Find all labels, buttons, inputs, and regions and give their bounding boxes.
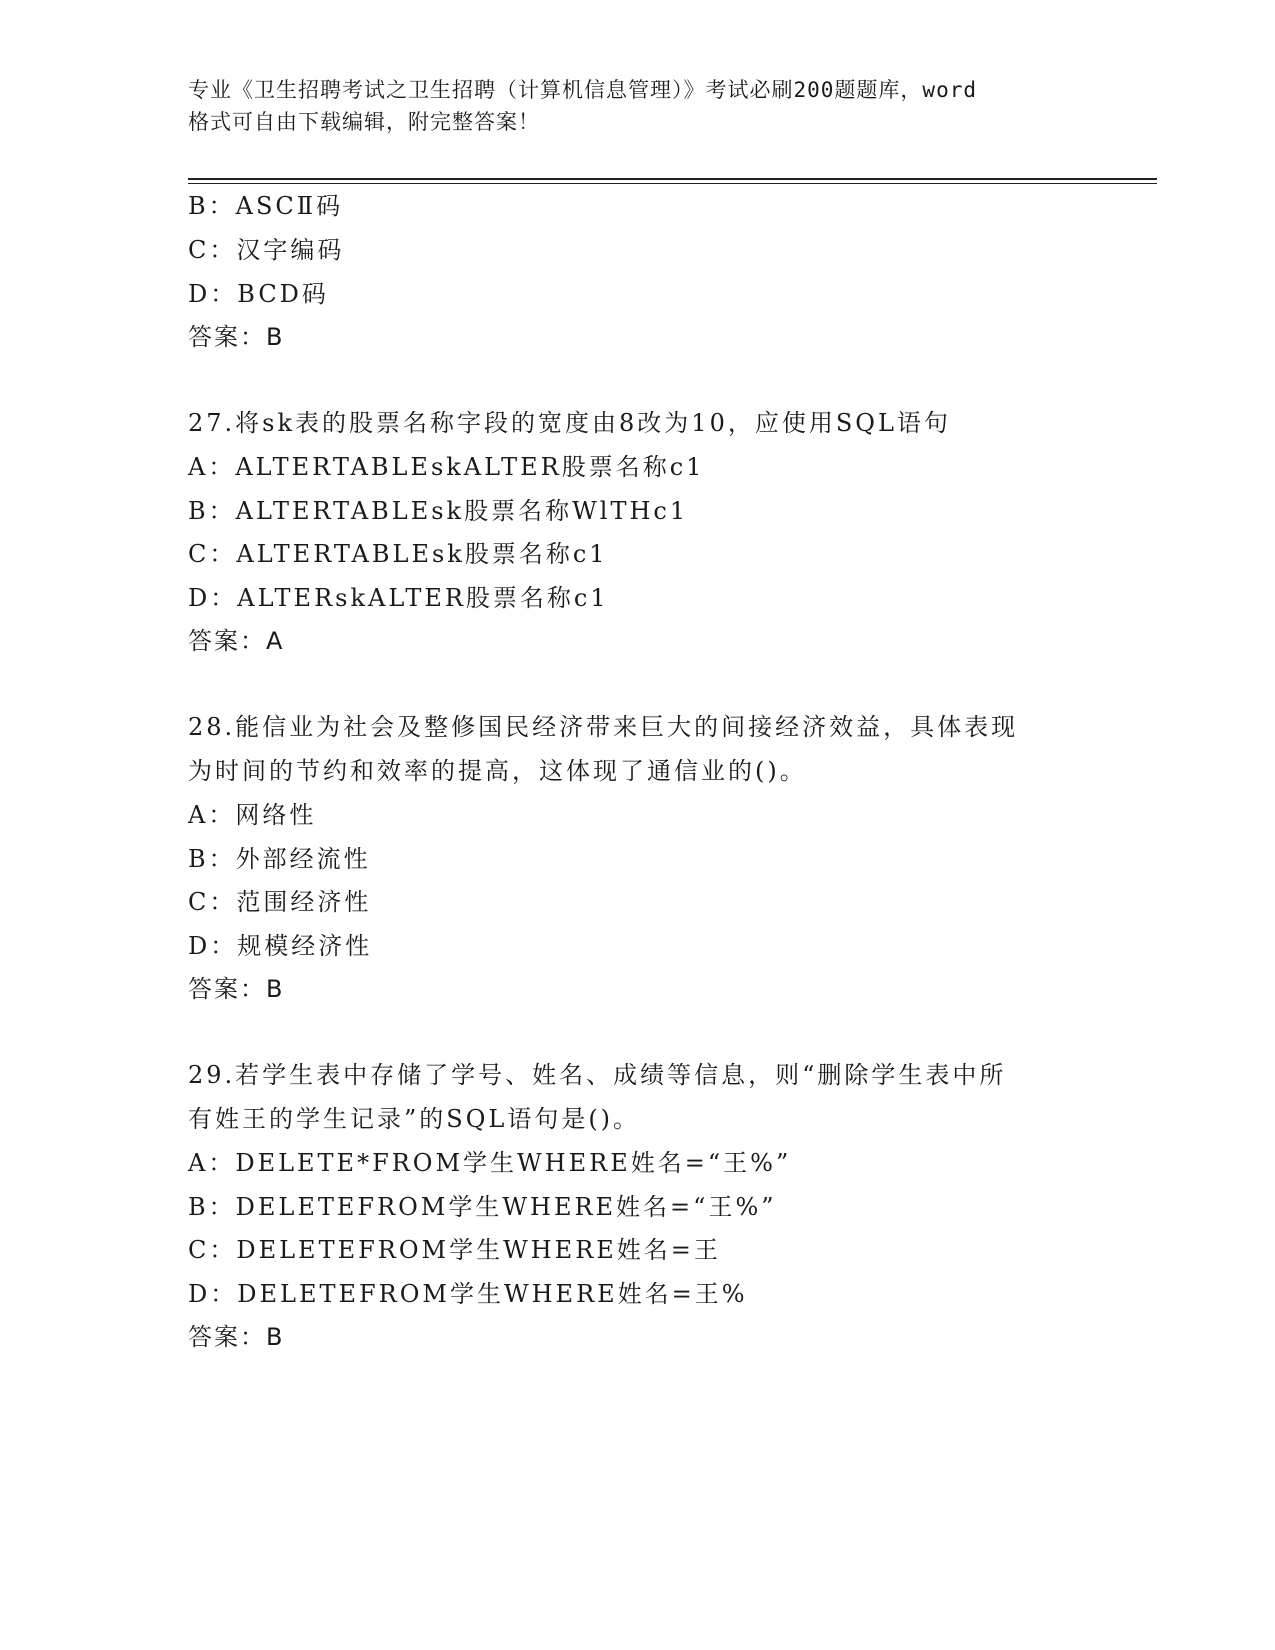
prev-answer: 答案：B — [188, 323, 285, 351]
q28-answer: 答案：B — [188, 975, 285, 1003]
header-title-line-1: 专业《卫生招聘考试之卫生招聘（计算机信息管理）》考试必刷200题题库，word — [188, 78, 977, 102]
q28-stem-line-1: 28.能信业为社会及整修国民经济带来巨大的间接经济效益，具体表现 — [188, 713, 1019, 741]
q29-option-d: D：DELETEFROM学生WHERE姓名=王% — [188, 1280, 748, 1308]
q29-stem-line-2: 有姓王的学生记录”的SQL语句是()。 — [188, 1105, 641, 1133]
q27-stem: 27.将sk表的股票名称字段的宽度由8改为10，应使用SQL语句 — [188, 409, 951, 437]
q27-answer: 答案：A — [188, 627, 285, 655]
q28-option-a: A：网络性 — [188, 801, 317, 829]
prev-option-d: D：BCD码 — [188, 280, 329, 308]
q27-option-a: A：ALTERTABLEskALTER股票名称c1 — [188, 453, 705, 481]
document-header — [188, 74, 1088, 138]
prev-option-c: C：汉字编码 — [188, 236, 345, 264]
header-divider-thin — [188, 183, 1157, 184]
q28-option-c: C：范围经济性 — [188, 888, 372, 916]
q29-answer: 答案：B — [188, 1323, 285, 1351]
q29-option-a: A：DELETE*FROM学生WHERE姓名=“王%” — [188, 1149, 792, 1177]
prev-option-b: B：ASCⅡ码 — [188, 192, 344, 220]
q28-option-d: D：规模经济性 — [188, 932, 373, 960]
q28-option-b: B：外部经流性 — [188, 845, 371, 873]
q29-option-b: B：DELETEFROM学生WHERE姓名=“王%” — [188, 1193, 777, 1221]
header-title-line-2: 格式可自由下载编辑，附完整答案！ — [188, 110, 540, 134]
q29-option-c: C：DELETEFROM学生WHERE姓名=王 — [188, 1236, 721, 1264]
q27-option-c: C：ALTERTABLEsk股票名称c1 — [188, 540, 608, 568]
q28-stem-line-2: 为时间的节约和效率的提高，这体现了通信业的()。 — [188, 757, 807, 785]
q27-option-b: B：ALTERTABLEsk股票名称WlTHc1 — [188, 497, 689, 525]
q29-stem-line-1: 29.若学生表中存储了学号、姓名、成绩等信息，则“删除学生表中所 — [188, 1061, 1007, 1089]
q27-option-d: D：ALTERskALTER股票名称c1 — [188, 584, 609, 612]
header-divider-thick — [188, 178, 1157, 180]
